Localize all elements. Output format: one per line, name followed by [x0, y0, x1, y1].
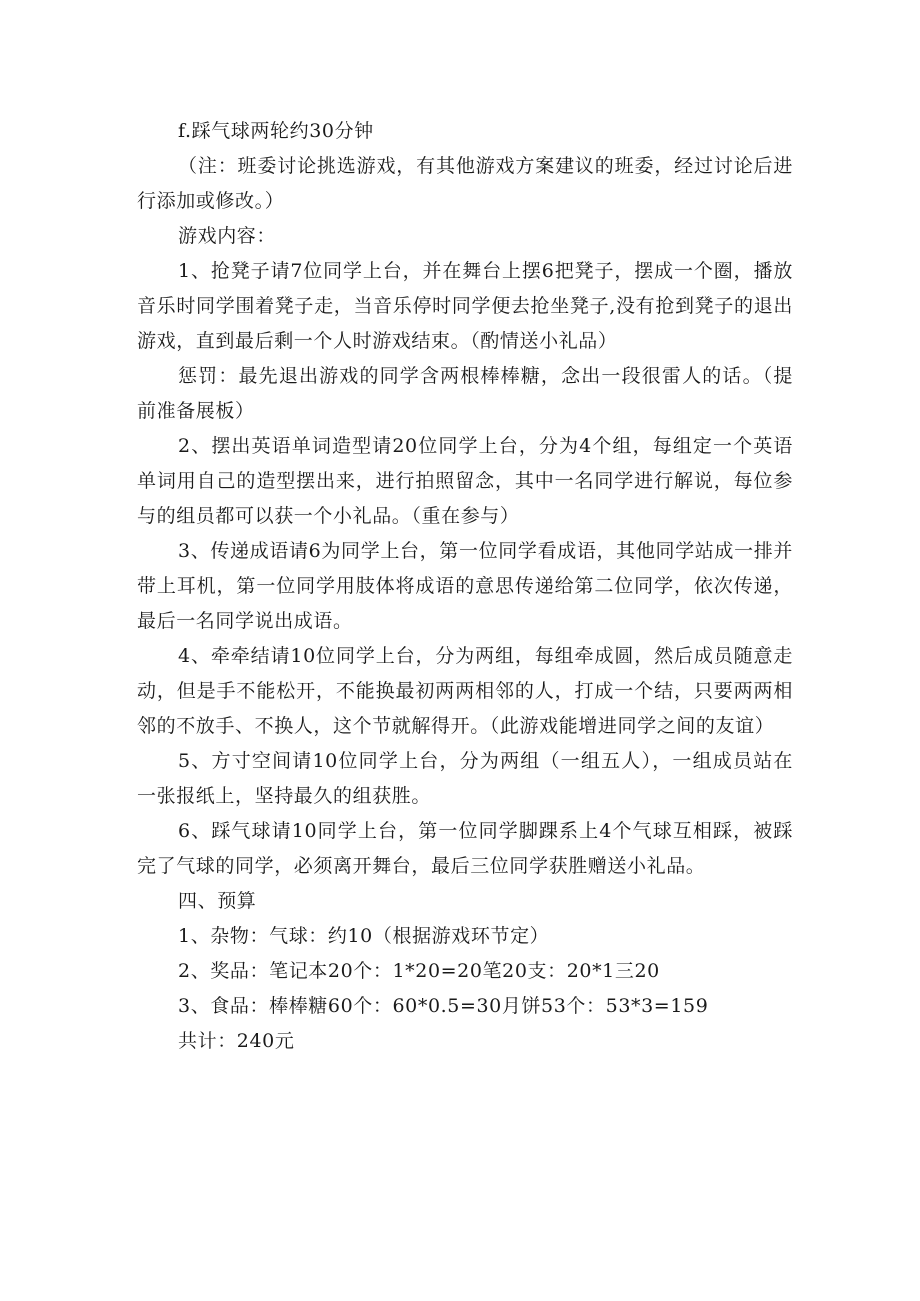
- game-item-musical-chairs: 1、抢凳子请7位同学上台，并在舞台上摆6把凳子，摆成一个圈，播放音乐时同学围着凳子走，当音乐停时同学便去抢坐凳子,没有抢到凳子的退出游戏，直到最后剩一个人时游戏结束。（酌情送小礼品）: [137, 260, 793, 352]
- budget-item-misc: 1、杂物：气球：约10（根据游戏环节定）: [178, 925, 550, 947]
- committee-note: （注：班委讨论挑选游戏，有其他游戏方案建议的班委，经过讨论后进行添加或修改。）: [137, 155, 793, 212]
- game-item-knot: 4、牵牵结请10位同学上台，分为两组，每组牵成圆，然后成员随意走动，但是手不能松开，不能换最初两两相邻的人，打成一个结，只要两两相邻的不放手、不换人，这个节就解得开。（此游戏能增进同学之间的友谊）: [137, 645, 793, 737]
- game-content-heading: 游戏内容：: [178, 225, 277, 247]
- penalty-paragraph: 惩罚：最先退出游戏的同学含两根棒棒糖，念出一段很雷人的话。（提前准备展板）: [137, 365, 793, 422]
- game-item-idiom-relay: 3、传递成语请6为同学上台，第一位同学看成语，其他同学站成一排并带上耳机，第一位同学用肢体将成语的意思传递给第二位同学，依次传递，最后一名同学说出成语。: [137, 540, 793, 632]
- budget-total: 共计：240元: [178, 1030, 295, 1052]
- budget-item-food: 3、食品：棒棒糖60个：60*0.5=30月饼53个：53*3=159: [178, 995, 709, 1017]
- game-duration-line: f.踩气球两轮约30分钟: [178, 120, 374, 142]
- game-item-balloon-stomp: 6、踩气球请10同学上台，第一位同学脚踝系上4个气球互相踩，被踩完了气球的同学，必须离开舞台，最后三位同学获胜赠送小礼品。: [137, 820, 793, 877]
- game-item-english-words: 2、摆出英语单词造型请20位同学上台，分为4个组，每组定一个英语单词用自己的造型摆出来，进行拍照留念，其中一名同学进行解说，每位参与的组员都可以获一个小礼品。（重在参与）: [137, 435, 793, 527]
- budget-item-prizes: 2、奖品：笔记本20个：1*20=20笔20支：20*1三20: [178, 960, 660, 982]
- budget-heading: 四、预算: [178, 890, 257, 912]
- document-body: [137, 114, 793, 1059]
- game-item-small-space: 5、方寸空间请10位同学上台，分为两组（一组五人），一组成员站在一张报纸上，坚持最久的组获胜。: [137, 750, 793, 807]
